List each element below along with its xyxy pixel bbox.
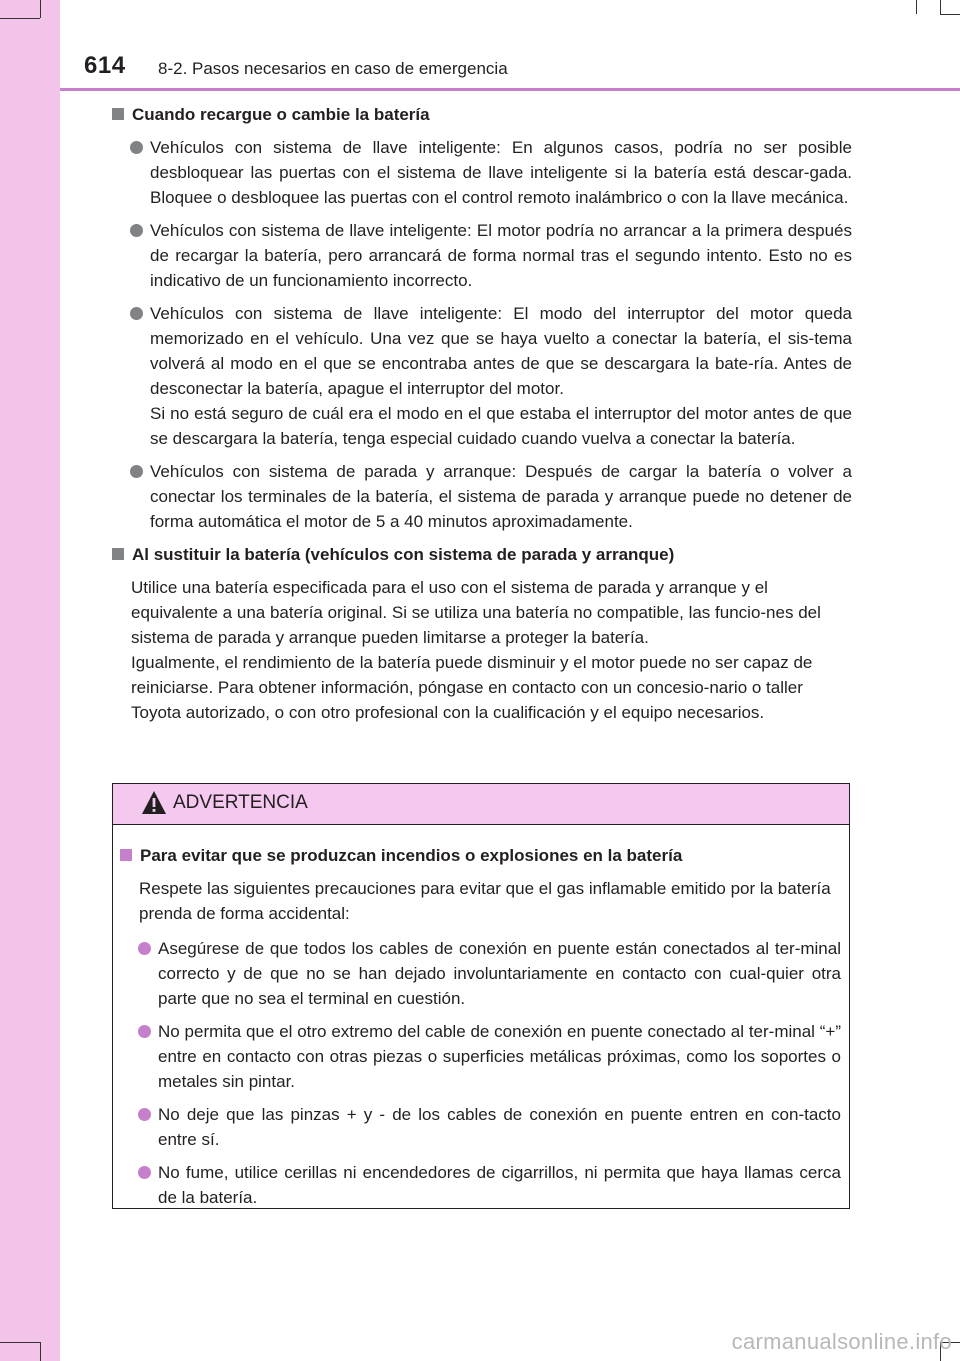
crop-mark	[0, 1342, 40, 1343]
list-item	[112, 459, 852, 534]
main-content	[112, 102, 852, 735]
circle-bullet-icon	[130, 465, 143, 478]
circle-bullet-icon	[138, 1166, 151, 1179]
warning-body	[113, 825, 849, 1210]
list-item	[112, 135, 852, 210]
circle-bullet-icon	[138, 1025, 151, 1038]
paragraph-text: Igualmente, el rendimiento de la batería puede disminuir y el motor puede no ser capaz de reiniciarse. Para obtener información, póngase en contacto con un concesio-nario o taller Toyota autorizado, o con otro profesional con la cualificación y el equipo necesarios.	[131, 653, 813, 722]
circle-bullet-icon	[130, 224, 143, 237]
header-section-title: 8-2. Pasos necesarios en caso de emergencia	[158, 59, 508, 78]
circle-bullet-icon	[130, 307, 143, 320]
square-bullet-icon	[120, 849, 132, 861]
crop-mark	[40, 0, 41, 18]
warning-list-item	[120, 1019, 841, 1094]
list-item-text: Vehículos con sistema de parada y arranque: Después de cargar la batería o volver a conectar los terminales de la batería, el sistema de parada y arranque puede no detener de forma automática el motor de 5 a 40 minutos aproximadamente.	[150, 462, 852, 531]
warning-list-item-text: No deje que las pinzas + y - de los cables de conexión en puente entren en con-tacto entre sí.	[158, 1105, 841, 1149]
list-item-text: Vehículos con sistema de llave inteligente: El modo del interruptor del motor queda memorizado en el vehículo. Una vez que se haya vuelto a conectar la batería, el sis-tema volverá al modo en el que se encontraba antes de que se descargara la bate-ría. Antes de desconectar la batería, apague el interruptor del motor.	[150, 304, 852, 398]
circle-bullet-icon	[138, 1108, 151, 1121]
section-heading	[112, 542, 852, 567]
header-rule	[60, 88, 960, 91]
warning-list-item	[120, 936, 841, 1011]
crop-mark	[940, 0, 941, 14]
warning-list-item-text: No fume, utilice cerillas ni encendedores de cigarrillos, ni permita que haya llamas cerca de la batería.	[158, 1163, 841, 1207]
warning-intro: Respete las siguientes precauciones para evitar que el gas inflamable emitido por la batería prenda de forma accidental:	[139, 879, 831, 923]
page-number: 614	[84, 52, 126, 79]
warning-list-item	[120, 1102, 841, 1152]
warning-list-item-text: Asegúrese de que todos los cables de conexión en puente están conectados al ter-minal correcto y de que no se han dejado involuntariamente en contacto con cual-quier otra parte que no sea el terminal en cuestión.	[158, 939, 841, 1008]
list-item	[112, 218, 852, 293]
paragraph-text: Utilice una batería especificada para el uso con el sistema de parada y arranque y el equivalente a una batería original. Si se utiliza una batería no compatible, las funcio-nes del sistema de parada y arranque pueden limitarse a proteger la batería.	[131, 578, 821, 647]
watermark: carmanualsonline.info	[731, 1329, 952, 1354]
circle-bullet-icon	[130, 141, 143, 154]
warning-triangle-icon	[141, 790, 167, 816]
list-item	[112, 301, 852, 451]
section-heading-text: Al sustituir la batería (vehículos con sistema de parada y arranque)	[132, 545, 675, 564]
warning-label: ADVERTENCIA	[173, 792, 308, 813]
crop-mark	[916, 0, 917, 14]
list-item-text: Vehículos con sistema de llave inteligente: En algunos casos, podría no ser posible desbloquear las puertas con el sistema de llave inteligente si la batería está descar-gada. Bloquee o desbloquee las puertas con el control remoto inalámbrico o con la llave mecánica.	[150, 138, 852, 207]
crop-mark	[40, 1342, 41, 1361]
circle-bullet-icon	[138, 942, 151, 955]
crop-mark	[940, 14, 960, 15]
crop-mark	[0, 18, 40, 19]
side-band	[0, 0, 60, 1361]
warning-list-item-text: No permita que el otro extremo del cable de conexión en puente conectado al ter-minal “+” entre en contacto con otras piezas o superficies metálicas próximas, como los soportes o metales sin pintar.	[158, 1022, 841, 1091]
warning-header	[113, 784, 849, 825]
square-bullet-icon	[112, 548, 124, 560]
section-heading-text: Cuando recargue o cambie la batería	[132, 105, 430, 124]
list-item-extra-text: Si no está seguro de cuál era el modo en el que estaba el interruptor del motor antes de que se descargara la batería, tenga especial cuidado cuando vuelva a conectar la batería.	[150, 404, 852, 448]
section-heading	[112, 102, 852, 127]
paragraph	[112, 575, 852, 725]
warning-heading-text: Para evitar que se produzcan incendios o explosiones en la batería	[140, 846, 683, 865]
warning-list-item	[120, 1160, 841, 1210]
square-bullet-icon	[112, 108, 124, 120]
warning-box	[112, 783, 850, 1209]
list-item-text: Vehículos con sistema de llave inteligente: El motor podría no arrancar a la primera después de recargar la batería, pero arrancará de forma normal tras el segundo intento. Esto no es indicativo de un funcionamiento incorrecto.	[150, 221, 852, 290]
warning-heading	[120, 843, 841, 868]
